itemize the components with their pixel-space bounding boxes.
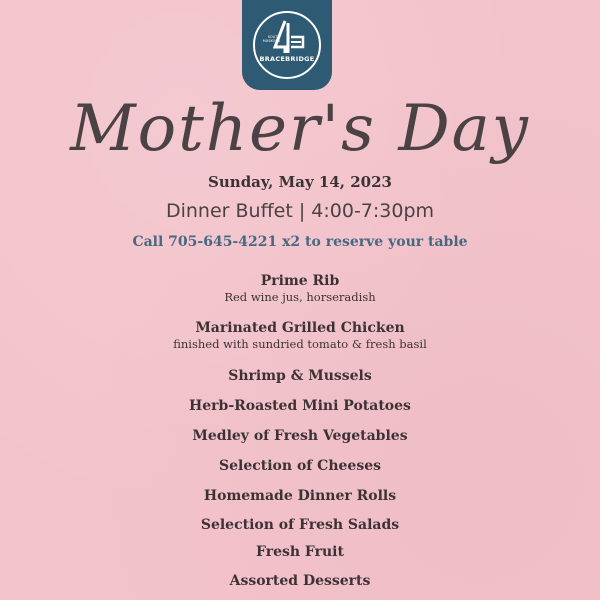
menu-item [0,319,600,351]
logo-wordmark: BRACEBRIDGE [259,55,315,63]
menu-item [0,543,600,561]
menu-item-name: Prime Rib [260,273,340,289]
menu-item [0,516,600,534]
menu-item [0,487,600,505]
menu-item-name: Assorted Desserts [229,573,371,589]
menu-item-description: finished with sundried tomato & fresh basil [173,337,427,351]
menu-item-name: Selection of Fresh Salads [200,517,400,533]
menu-item-name: Shrimp & Mussels [228,368,372,384]
menu-item-name: Homemade Dinner Rolls [203,488,397,504]
menu-item [0,457,600,475]
menu-item-name: Selection of Cheeses [219,458,381,474]
menu-item-description: Red wine jus, horseradish [224,290,376,304]
menu-item [0,367,600,385]
logo-small-text: SOUTH MUSKOKA [262,35,280,43]
menu-item-name: Marinated Grilled Chicken [195,320,405,336]
menu-item [0,572,600,590]
menu-item-name: Herb-Roasted Mini Potatoes [189,398,411,414]
event-date: Sunday, May 14, 2023 [208,173,392,191]
golf-flag-logo-icon [253,11,321,79]
page-title: Mother's Day [70,92,530,166]
reservation-phone: Call 705-645-4221 x2 to reserve your table [132,234,468,250]
logo-badge [242,0,332,90]
menu-item [0,272,600,304]
menu-item [0,397,600,415]
menu-item-name: Fresh Fruit [256,544,344,560]
menu-item-name: Medley of Fresh Vegetables [192,428,408,444]
event-time: Dinner Buffet | 4:00-7:30pm [165,200,435,222]
menu-item [0,427,600,445]
